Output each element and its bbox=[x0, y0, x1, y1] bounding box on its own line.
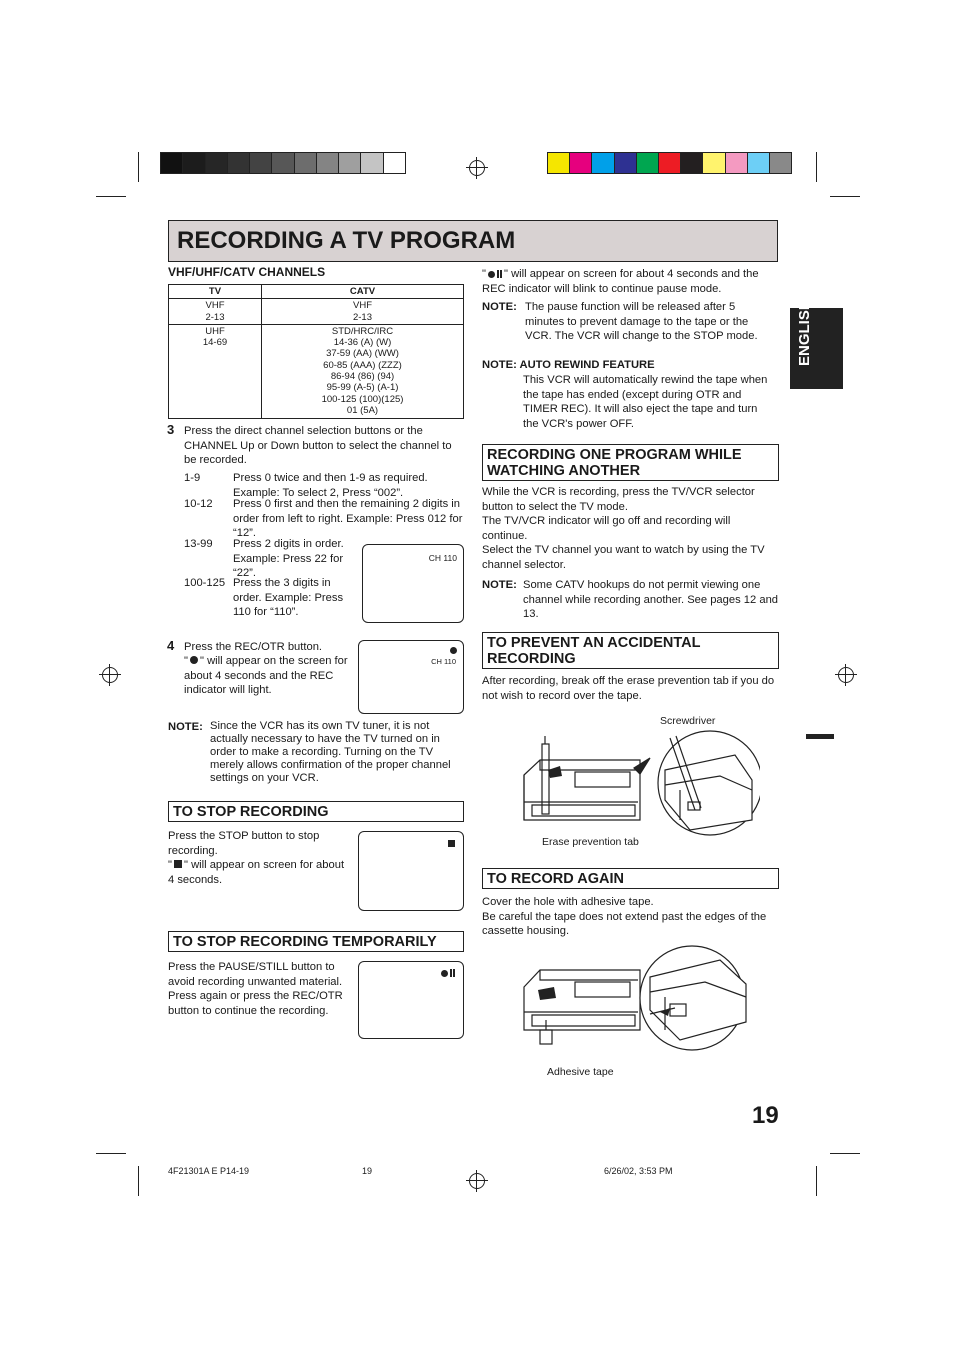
color-swatch bbox=[770, 153, 791, 173]
registration-mark-icon bbox=[102, 667, 118, 683]
crop-mark bbox=[830, 1153, 860, 1154]
tv-screen-illustration bbox=[362, 544, 464, 623]
color-swatch bbox=[592, 153, 614, 173]
color-swatch bbox=[615, 153, 637, 173]
col-catv: CATV bbox=[262, 285, 464, 299]
record-dot-icon bbox=[190, 656, 198, 664]
step3-desc: Press 0 first and then the remaining 2 digits in order from left to right. Example: Press 012 for “12”. bbox=[233, 498, 463, 540]
step-number: 3 bbox=[167, 422, 175, 437]
table-row: UHF 14-69 STD/HRC/IRC 14-36 (A) (W) 37-59 (AA) (WW) 60-85 (AAA) (ZZZ) 86-94 (86) (94) 95-99 (A-5) (A-1) 100-125 (100)(125) 01 (5A) bbox=[169, 324, 464, 418]
tv-screen-illustration bbox=[358, 961, 464, 1039]
color-swatch bbox=[748, 153, 770, 173]
screwdriver-label: Screwdriver bbox=[660, 715, 716, 727]
note-text: Since the VCR has its own TV tuner, it is not actually necessary to have the TV turned on in order to make a recording. Turning on the TV merely allows confirmation of the proper channel settings on your VCR. bbox=[210, 720, 451, 784]
footer-right: 6/26/02, 3:53 PM bbox=[604, 1166, 673, 1176]
rewind-text: This VCR will automatically rewind the tape when the tape has ended (except during OTR and TIMER REC). It will also eject the tape and turn the VCR's power OFF. bbox=[523, 374, 768, 430]
tab-label: Erase prevention tab bbox=[542, 836, 639, 848]
watching-text: While the VCR is recording, press the TV/VCR selector button to select the TV mode. The TV/VCR indicator will go off and recording will continue. Select the TV channel you want to watch by using the TV channel selector. bbox=[482, 486, 765, 571]
color-swatch bbox=[548, 153, 570, 173]
color-calibration-bar bbox=[547, 152, 792, 174]
registration-mark-icon bbox=[469, 1173, 485, 1189]
color-swatch bbox=[361, 153, 383, 173]
note-label: NOTE: bbox=[482, 301, 517, 313]
channels-heading: VHF/UHF/CATV CHANNELS bbox=[168, 265, 326, 279]
step4-line1: Press the REC/OTR button. bbox=[184, 641, 323, 653]
adhesive-tape-illustration bbox=[520, 942, 760, 1054]
crop-mark bbox=[138, 152, 139, 182]
note-text: The pause function will be released after 5 minutes to prevent damage to the tape or the VCR. The VCR will change to the STOP mode. bbox=[525, 301, 758, 343]
stop-temp-text: Press the PAUSE/STILL button to avoid recording unwanted material. Press again or press the REC/OTR button to continue the recording. bbox=[168, 961, 343, 1017]
tab-marker bbox=[806, 734, 834, 739]
color-swatch bbox=[183, 153, 205, 173]
prevent-text: After recording, break off the erase prevention tab if you do not wish to record over the tape. bbox=[482, 675, 775, 702]
screen-channel-label: CH 110 bbox=[428, 553, 457, 563]
step4-text: " " will appear on the screen for about 4 seconds and the REC indicator will light. bbox=[184, 655, 348, 697]
crop-mark bbox=[816, 152, 817, 182]
color-swatch bbox=[570, 153, 592, 173]
pause-icon bbox=[488, 270, 502, 278]
registration-mark-icon bbox=[838, 667, 854, 683]
channels-table bbox=[168, 284, 464, 419]
color-swatch bbox=[384, 153, 405, 173]
step3-range: 10-12 bbox=[184, 498, 213, 510]
color-swatch bbox=[161, 153, 183, 173]
col-tv: TV bbox=[169, 285, 262, 299]
screen-channel-label: CH 110 bbox=[431, 657, 456, 666]
language-tab bbox=[790, 299, 843, 389]
stop-text: Press the STOP button to stop recording. " " will appear on screen for about 4 seconds. bbox=[168, 830, 345, 886]
step3-range: 100-125 bbox=[184, 577, 226, 589]
color-swatch bbox=[681, 153, 703, 173]
crop-mark bbox=[830, 196, 860, 197]
note-label: NOTE: bbox=[168, 721, 203, 733]
step3-text: Press the direct channel selection buttons or the CHANNEL Up or Down button to select the channel to be recorded. bbox=[184, 425, 452, 467]
tape-label: Adhesive tape bbox=[547, 1066, 614, 1078]
registration-mark-icon bbox=[469, 160, 485, 176]
color-swatch bbox=[659, 153, 681, 173]
footer-center: 19 bbox=[362, 1166, 373, 1176]
color-swatch bbox=[703, 153, 725, 173]
record-again-text: Cover the hole with adhesive tape. Be careful the tape does not extend past the edges of the cassette housing. bbox=[482, 896, 767, 938]
color-swatch bbox=[317, 153, 339, 173]
color-swatch bbox=[637, 153, 659, 173]
pause-icon bbox=[441, 969, 455, 977]
section-heading: TO STOP RECORDING TEMPORARILY bbox=[168, 931, 464, 952]
crop-mark bbox=[96, 1153, 126, 1154]
footer-left: 4F21301A E P14-19 bbox=[168, 1166, 250, 1176]
rewind-heading: NOTE: AUTO REWIND FEATURE bbox=[482, 359, 655, 371]
stop-square-icon bbox=[174, 860, 182, 868]
table-row: VHF 2-13 VHF 2-13 bbox=[169, 299, 464, 325]
step3-desc: Press the 3 digits in order. Example: Press 110 for “110”. bbox=[233, 577, 344, 619]
page-title: RECORDING A TV PROGRAM bbox=[177, 227, 516, 254]
section-heading: TO PREVENT AN ACCIDENTAL RECORDING bbox=[482, 632, 779, 669]
tv-screen-illustration bbox=[358, 831, 464, 911]
section-heading: RECORDING ONE PROGRAM WHILE WATCHING ANOTHER bbox=[482, 444, 779, 481]
page-number: 19 bbox=[752, 1102, 779, 1129]
pause-text: " " will appear on screen for about 4 seconds and the REC indicator will blink to continue pause mode. bbox=[482, 268, 759, 295]
tv-screen-illustration bbox=[358, 640, 464, 714]
color-swatch bbox=[272, 153, 294, 173]
stop-square-icon bbox=[448, 840, 455, 847]
color-swatch bbox=[206, 153, 228, 173]
step-number: 4 bbox=[167, 638, 175, 653]
color-swatch bbox=[295, 153, 317, 173]
color-swatch bbox=[228, 153, 250, 173]
crop-mark bbox=[816, 1166, 817, 1196]
cassette-tab-illustration bbox=[520, 730, 760, 840]
language-tab-label: ENGLISH bbox=[796, 299, 813, 366]
crop-mark bbox=[138, 1166, 139, 1196]
color-swatch bbox=[726, 153, 748, 173]
color-swatch bbox=[339, 153, 361, 173]
grayscale-calibration-bar bbox=[160, 152, 406, 174]
step3-desc: Press 2 digits in order. Example: Press 22 for “22”. bbox=[233, 538, 344, 580]
section-heading: TO RECORD AGAIN bbox=[482, 868, 779, 889]
step3-range: 13-99 bbox=[184, 538, 213, 550]
note-text: Some CATV hookups do not permit viewing one channel while recording another. See pages 12 and 13. bbox=[523, 579, 779, 621]
note-label: NOTE: bbox=[482, 579, 517, 591]
title-banner bbox=[168, 220, 778, 262]
crop-mark bbox=[96, 196, 126, 197]
section-heading: TO STOP RECORDING bbox=[168, 801, 464, 822]
step3-desc: Press 0 twice and then 1-9 as required. Example: To select 2, Press “002”. bbox=[233, 472, 428, 499]
color-swatch bbox=[250, 153, 272, 173]
step3-range: 1-9 bbox=[184, 472, 201, 484]
record-dot-icon bbox=[450, 647, 457, 654]
